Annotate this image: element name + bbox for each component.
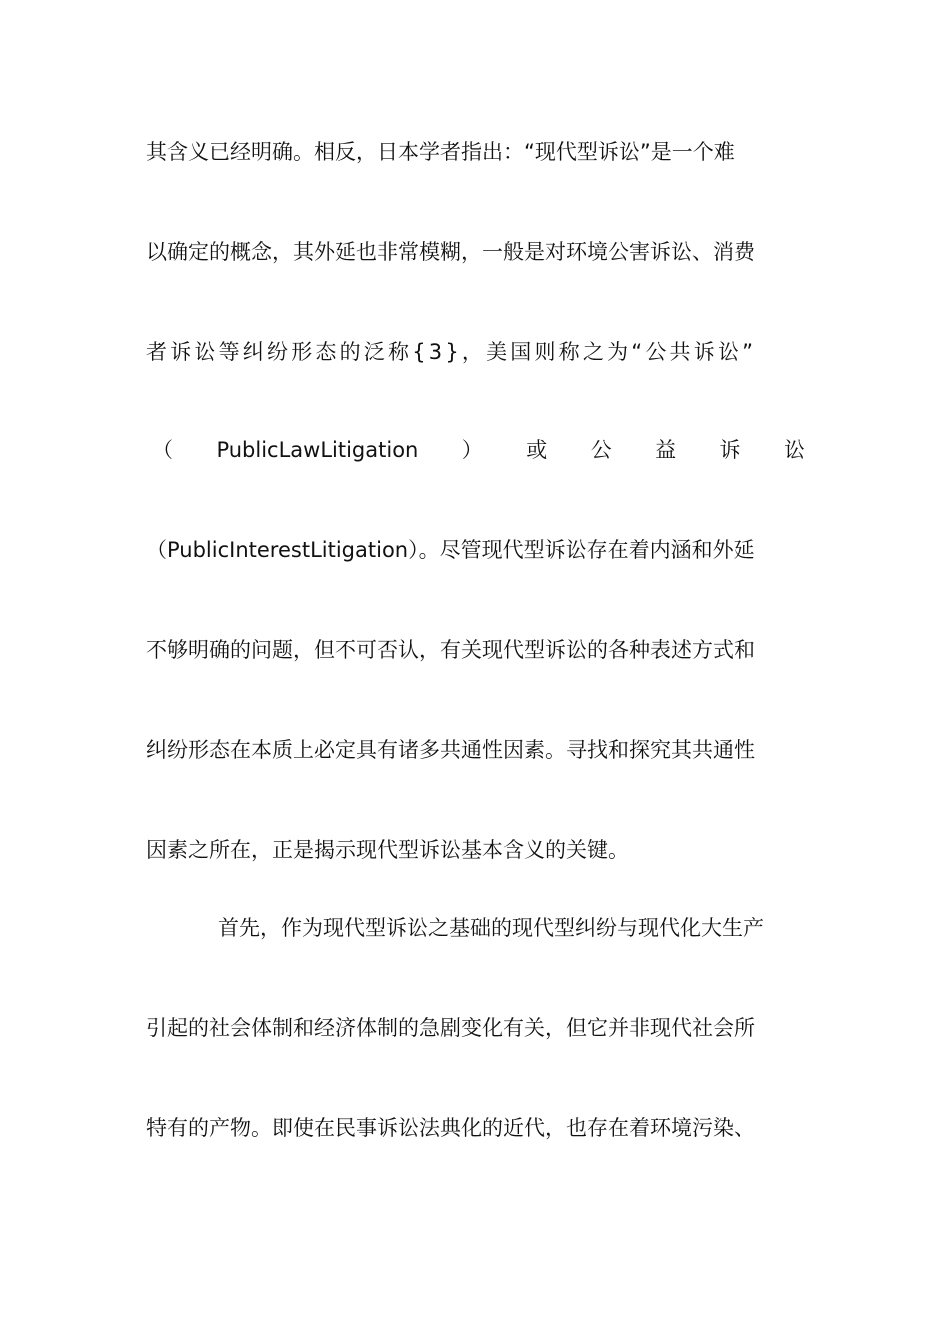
- text-line-8: 因素之所在，正是揭示现代型诉讼基本含义的关键。: [146, 838, 629, 862]
- line-4-char-1: 或: [526, 438, 548, 462]
- line-4-char-4: 诉: [719, 438, 741, 462]
- text-line-9-paragraph-start: 首先，作为现代型诉讼之基础的现代型纠纷与现代化大生产: [218, 916, 764, 940]
- line-4-char-5: 讼: [783, 438, 805, 462]
- line-4-char-3: 益: [655, 438, 677, 462]
- text-line-1: 其含义已经明确。相反，日本学者指出：“现代型诉讼”是一个难: [146, 140, 735, 164]
- line-4-char-2: 公: [590, 438, 612, 462]
- text-line-6: 不够明确的问题，但不可否认，有关现代型诉讼的各种表述方式和: [146, 638, 755, 662]
- text-line-4: [152, 436, 805, 464]
- text-line-5: （PublicInterestLitigation）。尽管现代型诉讼存在着内涵和外延: [146, 538, 755, 562]
- text-line-2: 以确定的概念，其外延也非常模糊，一般是对环境公害诉讼、消费: [146, 240, 755, 264]
- text-line-10: 引起的社会体制和经济体制的急剧变化有关，但它并非现代社会所: [146, 1016, 755, 1040]
- text-line-7: 纠纷形态在本质上必定具有诸多共通性因素。寻找和探究其共通性: [146, 738, 755, 762]
- text-line-11: 特有的产物。即使在民事诉讼法典化的近代，也存在着环境污染、: [146, 1116, 755, 1140]
- line-4-term: PublicLawLitigation: [216, 438, 419, 462]
- line-4-open-paren: （: [152, 438, 173, 462]
- line-4-close-paren: ）: [461, 438, 483, 462]
- text-line-3: 者诉讼等纠纷形态的泛称{3}，美国则称之为“公共诉讼”: [146, 340, 757, 364]
